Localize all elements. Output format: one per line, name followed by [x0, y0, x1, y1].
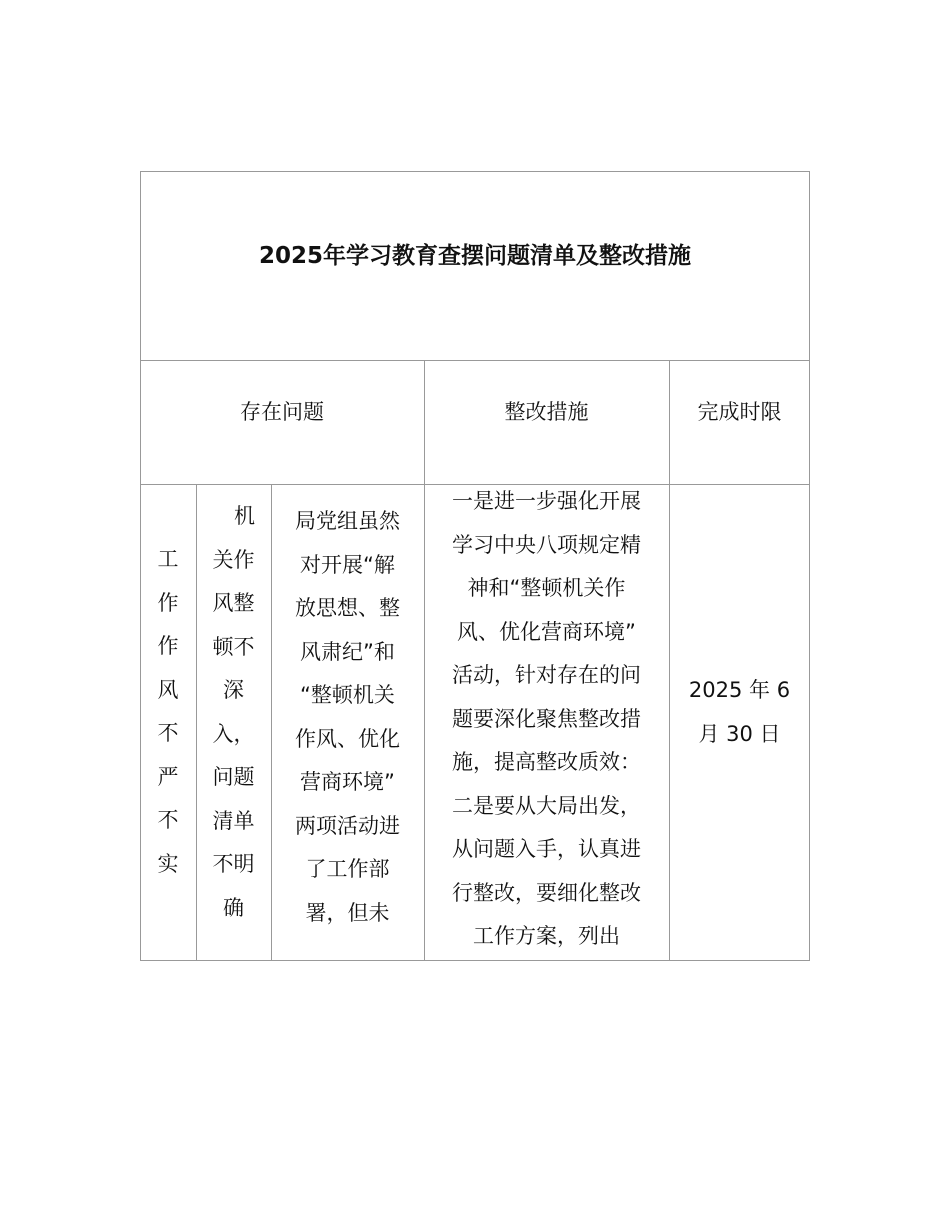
text-line: 风整: [212, 591, 255, 615]
text-line: 作风、优化: [295, 726, 400, 751]
text-line: 行整改，要细化整改: [452, 880, 641, 905]
text-line: 一是进一步强化开展: [452, 489, 641, 513]
text-line: 题要深化聚焦整改措: [452, 706, 641, 731]
text-line: 作: [157, 590, 179, 615]
text-line: 对开展“解: [300, 552, 395, 577]
text-line: 作: [157, 634, 179, 658]
text-line: 入，: [212, 721, 255, 746]
text-line: 不: [157, 721, 179, 745]
text-line: 营商环境”: [300, 770, 395, 794]
text-line: 深: [223, 678, 244, 702]
problem-subcategory: [196, 495, 271, 930]
text-line: 月 30 日: [698, 721, 781, 746]
header-problem: 存在问题: [240, 400, 324, 424]
header-measures: 整改措施: [504, 400, 589, 424]
text-line: 确: [223, 895, 244, 920]
text-line: 实: [157, 851, 179, 876]
row-divider: [140, 360, 810, 361]
text-line: 二是要从大局出发，: [452, 793, 641, 818]
text-line: 顿不: [212, 634, 255, 659]
text-line: 局党组虽然: [295, 509, 400, 533]
text-line: 从问题入手，认真进: [452, 837, 641, 861]
text-line: 活动，针对存在的问: [452, 663, 641, 687]
text-line: 不明: [212, 852, 255, 876]
header-deadline: 完成时限: [697, 400, 782, 424]
text-line: 工作方案，列出: [473, 924, 620, 948]
text-line: 放思想、整: [295, 596, 400, 620]
text-line: 不: [157, 808, 179, 832]
text-line: 学习中央八项规定精: [452, 532, 641, 557]
text-line: 清单: [212, 808, 255, 833]
text-line: 了工作部: [305, 857, 390, 881]
document-title: 2025年学习教育查摆问题清单及整改措施: [258, 243, 691, 269]
text-line: 施，提高整改质效：: [452, 750, 641, 774]
text-line: 关作: [212, 547, 255, 572]
column-divider: [669, 360, 670, 961]
text-line: 2025 年 6: [688, 678, 791, 702]
text-line: 风: [157, 677, 179, 702]
completion-deadline: [669, 669, 810, 756]
text-line: 风、优化营商环境”: [457, 619, 636, 644]
text-line: 机: [234, 504, 255, 528]
text-line: 两项活动进: [295, 813, 400, 838]
problem-category: [140, 538, 196, 886]
text-line: 风肃纪”和: [300, 639, 395, 664]
text-line: 问题: [212, 765, 255, 789]
text-line: 严: [157, 764, 179, 789]
text-line: 署，但未: [305, 900, 390, 925]
problem-description: [271, 500, 424, 935]
rectification-measures: [424, 480, 669, 959]
text-line: “整顿机关: [300, 683, 395, 707]
text-line: 神和“整顿机关作: [467, 576, 626, 600]
text-line: 工: [157, 547, 179, 571]
